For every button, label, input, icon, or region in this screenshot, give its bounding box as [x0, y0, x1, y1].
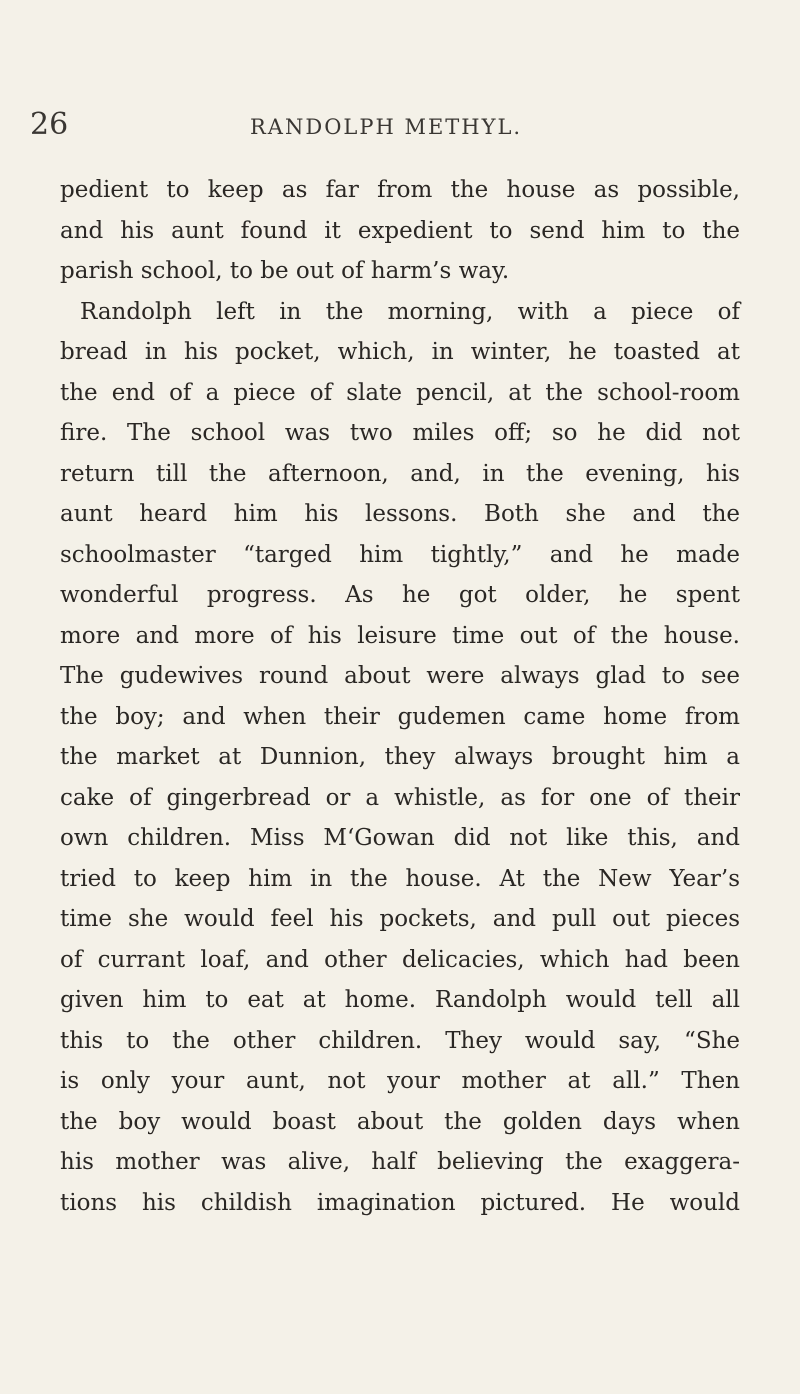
text-line: own children. Miss M‘Gowan did not like this, and	[60, 825, 740, 851]
text-line: parish school, to be out of harm’s way.	[60, 258, 510, 284]
text-line: fire. The school was two miles off; so he did not	[60, 420, 740, 446]
body-text	[60, 170, 740, 1223]
text-line: time she would feel his pockets, and pull out pieces	[60, 906, 740, 932]
text-line: his mother was alive, half believing the exaggera-	[60, 1149, 740, 1175]
text-line: cake of gingerbread or a whistle, as for one of their	[60, 784, 740, 811]
page-number: 26	[30, 107, 69, 142]
text-line: tried to keep him in the house. At the New Year’s	[60, 865, 740, 892]
text-line: the end of a piece of slate pencil, at the school-room	[60, 379, 740, 406]
text-line: wonderful progress. As he got older, he spent	[60, 582, 740, 608]
text-line: return till the afternoon, and, in the evening, his	[60, 460, 740, 487]
text-line: the boy would boast about the golden days when	[60, 1108, 740, 1135]
text-line: the boy; and when their gudemen came home from	[60, 703, 740, 730]
text-line: more and more of his leisure time out of the house.	[60, 622, 740, 649]
text-line: the market at Dunnion, they always brought him a	[60, 744, 740, 770]
text-line: The gudewives round about were always glad to see	[60, 663, 740, 689]
text-line: pedient to keep as far from the house as possible,	[60, 177, 740, 203]
running-title: RANDOLPH METHYL.	[250, 115, 523, 139]
text-line: aunt heard him his lessons. Both she and the	[60, 501, 740, 527]
text-line: this to the other children. They would say, “She	[60, 1027, 740, 1054]
text-line: bread in his pocket, which, in winter, he toasted at	[60, 339, 740, 365]
text-line: of currant loaf, and other delicacies, which had been	[60, 946, 740, 973]
text-line: Randolph left in the morning, with a piece of	[80, 298, 740, 325]
text-line: given him to eat at home. Randolph would tell all	[60, 987, 740, 1013]
text-line: is only your aunt, not your mother at all.” Then	[60, 1068, 740, 1094]
text-line: tions his childish imagination pictured. He would	[60, 1189, 740, 1216]
text-line: and his aunt found it expedient to send him to the	[60, 217, 740, 244]
text-line: schoolmaster “targed him tightly,” and he made	[60, 541, 740, 568]
